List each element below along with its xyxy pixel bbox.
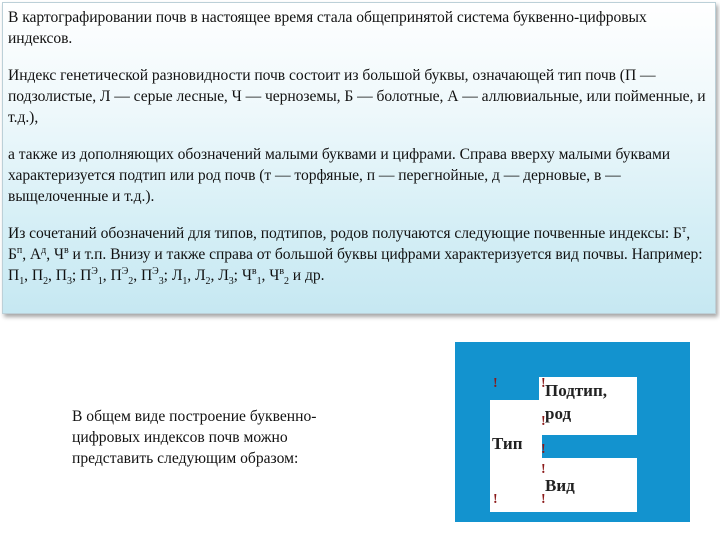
type-label: Тип bbox=[492, 434, 523, 453]
species-index bbox=[195, 267, 211, 288]
index-base-letter: Ч bbox=[241, 267, 252, 284]
index-subscript: 1 bbox=[19, 276, 25, 288]
index-list-species: $П_1$, $П_2$, $П_3$; $П^Э_1$, $П^Э_2$, $П^Э_3$; $Л_1$, $Л_2$, $Л_3$; $Ч^в_1$, $Ч^в_2$ bbox=[8, 265, 289, 288]
type-block bbox=[490, 400, 542, 512]
index-base-letter: П bbox=[31, 267, 44, 284]
index-base-letter: П bbox=[55, 267, 67, 284]
genus-label: род bbox=[545, 404, 572, 423]
diagram-caption: В общем виде построение буквенно-цифровых индексов почв можно представить следующим образом: bbox=[72, 408, 317, 467]
index-subscript: 1 bbox=[182, 276, 188, 288]
mark-right-top: ! bbox=[541, 376, 546, 391]
index-intro-text: Из сочетаний обозначений для типов, подтипов, родов получаются следующие почвенные индексы: bbox=[8, 225, 673, 242]
index-base-letter: П bbox=[8, 267, 20, 284]
index-base-letter: Л bbox=[195, 267, 206, 284]
index-superscript: п bbox=[16, 244, 23, 256]
index-base-letter: Ч bbox=[269, 267, 280, 284]
subtype-label: Подтип, bbox=[545, 381, 608, 400]
index-superscript: в bbox=[63, 244, 69, 256]
paragraph-index-examples bbox=[8, 223, 709, 286]
species-index bbox=[8, 267, 25, 288]
index-subscript: 1 bbox=[256, 276, 262, 288]
subtype-index bbox=[8, 246, 22, 263]
paragraph-soil-types: Индекс генетической разновидности почв состоит из большой буквы, означающей тип почв (П — подзолистые, Л — серые лесные, Ч — черноземы, Б — болотные, А — аллювиальные, или пойменные, и т.д.), bbox=[8, 67, 706, 126]
index-subscript: 2 bbox=[284, 276, 289, 288]
species-index bbox=[218, 267, 234, 288]
mark-left-top: ! bbox=[493, 376, 498, 391]
index-base-letter: П bbox=[140, 267, 153, 284]
index-base-letter: Л bbox=[171, 267, 183, 284]
species-index bbox=[110, 265, 134, 288]
index-base-letter: Ч bbox=[53, 246, 64, 263]
index-superscript: Э bbox=[152, 265, 159, 277]
index-base-letter: П bbox=[110, 267, 122, 284]
index-list-subtypes: $Б^т$, $Б^п$, $А^д$, $Ч^в$ bbox=[8, 223, 691, 263]
kind-label: Вид bbox=[545, 476, 575, 495]
text-panel bbox=[2, 2, 716, 314]
index-superscript: Э bbox=[121, 265, 129, 277]
index-end-text: и др. bbox=[288, 267, 325, 284]
subtype-index bbox=[54, 246, 69, 263]
species-index bbox=[140, 265, 164, 288]
index-subscript: 2 bbox=[205, 276, 211, 288]
index-superscript: в bbox=[279, 265, 284, 277]
subtype-index bbox=[30, 246, 46, 263]
species-index bbox=[171, 267, 188, 288]
index-subscript: 3 bbox=[158, 276, 164, 288]
index-subscript: 2 bbox=[128, 276, 134, 288]
index-base-letter: Б bbox=[672, 225, 682, 242]
mark-right-bottom: ! bbox=[541, 492, 546, 507]
species-index bbox=[80, 265, 103, 288]
index-base-letter: П bbox=[80, 267, 92, 284]
index-superscript: Э bbox=[91, 265, 98, 277]
mark-right-upper: ! bbox=[541, 414, 546, 429]
paragraph-intro: В картографировании почв в настоящее время стала общепринятой система буквенно-цифровых индексов. bbox=[8, 9, 647, 47]
species-index bbox=[241, 265, 262, 288]
index-subscript: 2 bbox=[43, 276, 49, 288]
index-superscript: т bbox=[681, 223, 687, 235]
index-mid-text: и т.п. Внизу и также справа от большой буквы цифрами характеризуется вид почвы. Например: bbox=[68, 246, 703, 263]
species-index bbox=[269, 265, 289, 288]
subtype-index bbox=[673, 225, 686, 242]
index-structure-diagram bbox=[455, 342, 690, 522]
index-subscript: 3 bbox=[228, 276, 234, 288]
index-base-letter: А bbox=[29, 246, 42, 263]
index-base-letter: Б bbox=[8, 246, 17, 263]
species-index bbox=[31, 267, 49, 288]
index-subscript: 1 bbox=[97, 276, 103, 288]
mark-left-bottom: ! bbox=[493, 492, 498, 507]
index-superscript: д bbox=[41, 244, 47, 256]
mark-right-lower: ! bbox=[541, 462, 546, 477]
index-superscript: в bbox=[251, 265, 257, 277]
index-subscript: 3 bbox=[66, 276, 72, 288]
mark-right-middle: ! bbox=[541, 442, 546, 457]
index-base-letter: Л bbox=[218, 267, 229, 284]
species-index bbox=[55, 267, 72, 288]
paragraph-subtypes: а также из дополняющих обозначений малыми буквами и цифрами. Справа вверху малыми буквами характеризуется подтип или род почв (т — торфяные, п — перегнойные, д — дерновые, в — выщелоченные и т.д.). bbox=[8, 146, 671, 205]
